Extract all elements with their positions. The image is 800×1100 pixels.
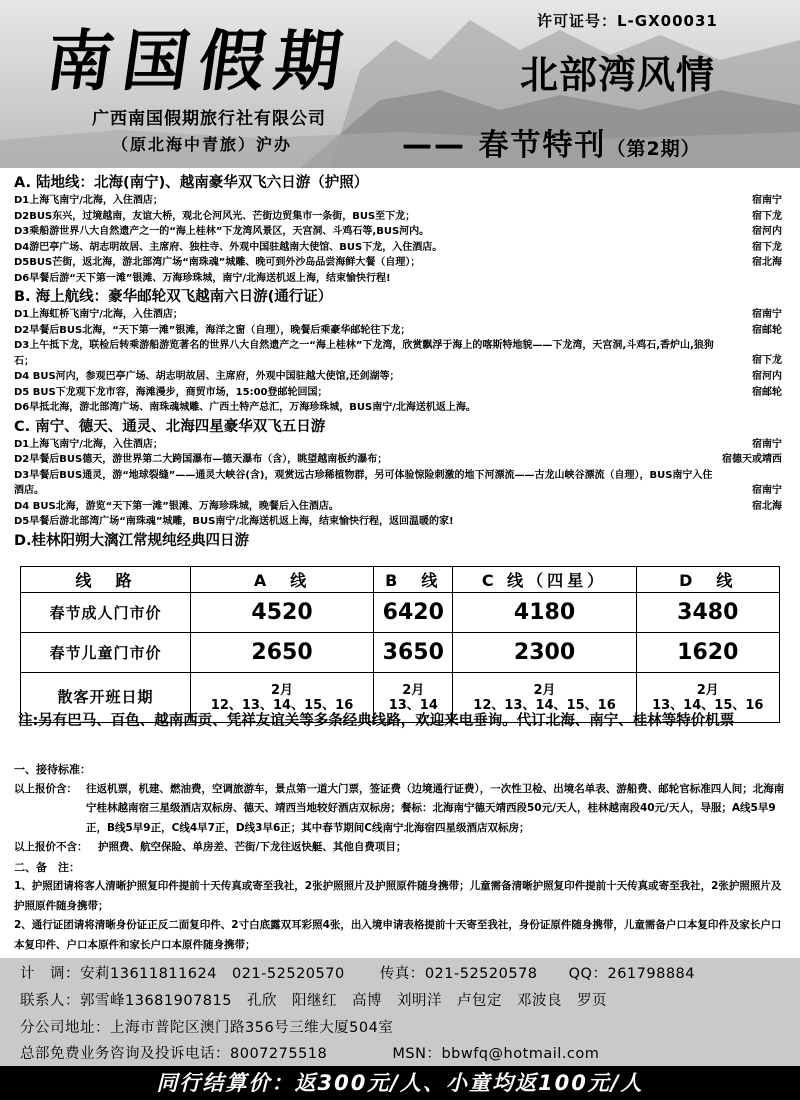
itinerary-day — [14, 193, 786, 209]
price-cell: 1620 — [636, 633, 779, 673]
price-cell: 2650 — [191, 633, 374, 673]
day-hotel: 宿河内 — [752, 226, 782, 237]
date-month: 2月 — [271, 682, 294, 698]
excluded-label: 以上报价不含： — [14, 841, 88, 853]
day-hotel: 宿邮轮 — [752, 386, 782, 398]
header-cell: B 线 — [374, 567, 453, 593]
planner-label: 计 调： — [20, 966, 80, 982]
service-standards — [14, 760, 790, 955]
day-text: D5 BUS下龙观下龙市容，海滩漫步，商贸市场，15:00登邮轮回国； — [14, 386, 328, 398]
date-month: 2月 — [533, 682, 556, 698]
itinerary-day — [14, 307, 786, 323]
section-title-b: B. 海上航线：豪华邮轮双飞越南六日游(通行证） — [14, 289, 333, 305]
hotline-line — [20, 1042, 599, 1063]
price-cell: 6420 — [374, 593, 453, 633]
special-label: —— 春节特刊 — [402, 128, 607, 163]
day-text: D1上海飞南宁/北海，入住酒店； — [14, 195, 163, 206]
itinerary-day — [14, 385, 786, 401]
date-month: 2月 — [402, 682, 425, 698]
itinerary-day — [14, 499, 786, 515]
itinerary-day — [14, 437, 786, 453]
excluded-row — [14, 838, 790, 858]
company-subtitle: （原北海中青旅）沪办 — [112, 135, 293, 154]
day-text: D6早抵北海，游北部湾广场、南珠魂城雕、广西土特产总汇，万海珍珠城，BUS南宁/北海送机返上海。 — [14, 402, 476, 413]
day-text: D1上海虹桥飞南宁/北海，入住酒店； — [14, 309, 183, 320]
day-text: D4 BUS河内，参观巴亭广场、胡志明故居、主席府，外观中国驻越大使馆,还剑湖等； — [14, 371, 400, 382]
itinerary-day — [14, 255, 786, 271]
day-text: D2早餐后BUS德天，游世界第二大跨国瀑布—德天瀑布（含），眺望越南板约瀑布； — [14, 454, 388, 465]
day-hotel: 宿邮轮 — [752, 324, 782, 336]
itinerary-list — [14, 172, 786, 551]
contacts-line: 联系人：郭雪峰13681907815 孔欣 阳继红 高博 刘明洋 卢包定 邓波良 罗页 — [20, 993, 607, 1009]
date-month: 2月 — [696, 682, 719, 698]
itinerary-day — [14, 452, 786, 468]
hotline-number: 8007275518 — [230, 1046, 328, 1062]
price-table-header — [21, 567, 780, 593]
day-hotel: 宿南宁 — [752, 309, 782, 320]
day-hotel: 宿德天或靖西 — [722, 454, 782, 465]
license-number: 许可证号：L-GX00031 — [537, 12, 718, 30]
header-cell: D 线 — [636, 567, 779, 593]
section-title-a: A. 陆地线：北海(南宁)、越南豪华双飞六日游（护照） — [14, 175, 369, 191]
note-text: 注:另有巴马、百色、越南西贡、凭祥友谊关等多条经典线路，欢迎来电垂询。代订北海、南宁、桂林等特价机票 — [18, 713, 735, 729]
included-row — [14, 780, 790, 839]
issue-title — [402, 120, 701, 164]
itinerary-day — [14, 400, 786, 416]
fax-number: 021-52520578 — [424, 966, 538, 982]
day-text: D3乘船游世界八大自然遗产之一的“海上桂林”下龙湾风景区，天宫洞、斗鸡石等,BUS河内。 — [14, 226, 430, 237]
itinerary-day — [14, 271, 786, 287]
tour-title: 北部湾风情 — [520, 53, 716, 97]
day-text: D5早餐后游北部湾广场“南珠魂”城雕，BUS南宁/北海送机返上海，结束愉快行程，返回温暖的家! — [14, 516, 454, 527]
header-cell: 线 路 — [21, 567, 191, 593]
price-cell: 3480 — [636, 593, 779, 633]
day-text: D5BUS芒街，返北海，游北部湾广场“南珠魂”城雕、晚可到外沙岛品尝海鲜大餐（自理）； — [14, 257, 421, 268]
price-cell: 2300 — [453, 633, 636, 673]
price-cell: 3650 — [374, 633, 453, 673]
msn-label: MSN： — [392, 1046, 442, 1062]
section-title-c: C. 南宁、德天、通灵、北海四星豪华双飞五日游 — [14, 418, 326, 435]
remarks-title: 二、备 注： — [14, 860, 80, 874]
day-hotel: 宿南宁 — [752, 484, 782, 496]
day-text: D3早餐后BUS通灵，游“地球裂缝”——通灵大峡谷(含)，观赏远古珍稀植物群，另可体验惊险刺激的地下河漂流——古龙山峡谷漂流（自理），BUS南宁入住酒店。 — [14, 469, 713, 496]
date-days: 13、14 — [388, 697, 438, 713]
row-label: 散客开班日期 — [21, 673, 191, 723]
date-days: 13、14、15、16 — [652, 697, 764, 713]
qq-label: QQ： — [568, 966, 608, 982]
itinerary-day — [14, 323, 786, 339]
header-banner — [0, 0, 800, 168]
day-hotel: 宿下龙 — [752, 241, 782, 253]
qq-number: 261798884 — [607, 966, 695, 982]
issue-number: （第2期） — [606, 138, 701, 160]
branch-address: 分公司地址：上海市普陀区澳门路356号三维大厦504室 — [20, 1020, 394, 1036]
remark-2: 2、通行证团请将清晰身份证正反二面复印件、2寸白底露双耳彩照4张，出入境申请表格提前十天寄至我社，身份证原件随身携带，儿童需备户口本复印件及家长户口本复印件、户口本原件和家长户口本原件随身携带； — [14, 919, 782, 951]
day-hotel: 宿下龙 — [752, 210, 782, 222]
hotline-label: 总部免费业务咨询及投诉电话： — [20, 1046, 230, 1062]
day-text: D2BUS东兴，过境越南，友谊大桥，观北仑河风光、芒街边贸集市一条街，BUS至下龙； — [14, 210, 416, 222]
header-cell: C 线（四星） — [453, 567, 636, 593]
remark-1: 1、护照团请将客人清晰护照复印件提前十天传真或寄至我社，2张护照照片及护照原件随身携带；儿童需备清晰护照复印件提前十天传真或寄至我社，2张护照照片及护照原件随身携带； — [14, 880, 782, 912]
day-text: D4 BUS北海，游览“天下第一滩”银滩、万海珍珠城，晚餐后入住酒店。 — [14, 500, 339, 512]
contact-panel — [0, 958, 800, 1066]
day-text: D1上海飞南宁/北海，入住酒店； — [14, 438, 163, 450]
company-name: 广西南国假期旅行社有限公司 — [92, 109, 326, 129]
msn-address: bbwfq@hotmail.com — [441, 1046, 600, 1062]
included-text: 往返机票，机建、燃油费，空调旅游车，景点第一道大门票，签证费（边境通行证费），一次性卫检、出境名单表、游船费、邮轮官标准四人间；北海南宁桂林越南宿三星级酒店双标房、德天、靖西当地较好酒店双标房；餐标：北海南宁德天靖西段50元/天人，桂林越南段40元/天人，导服；A线5早9正，B线5早9正，C线4早7正，D线3早6正；其中春节期间C线南宁北海宿四星级酒店双标房； — [86, 782, 785, 834]
itinerary-day — [14, 240, 786, 256]
day-text: D4游巴亭广场、胡志明故居、主席府、独柱寺、外观中国驻越南大使馆、BUS下龙，入住酒店。 — [14, 241, 443, 253]
day-text: D3上午抵下龙，联检后转乘游船游览著名的世界八大自然遗产之一“海上桂林”下龙湾，欣赏飘浮于海上的喀斯特地貌——下龙湾，天宫洞,斗鸡石,香炉山,狼狗石； — [14, 340, 714, 367]
settlement-banner: 同行结算价：返300元/人、小童均返100元/人 — [0, 1066, 800, 1100]
price-cell: 4180 — [453, 593, 636, 633]
itinerary-day — [14, 338, 786, 369]
day-hotel: 宿北海 — [752, 257, 782, 268]
planner-phone: 安莉13611811624 021-52520570 — [80, 966, 345, 982]
standards-title: 一、接待标准： — [14, 763, 91, 776]
excluded-text: 护照费、航空保险、单房差、芒街/下龙往返快艇、其他自费项目； — [98, 841, 407, 853]
itinerary-day — [14, 224, 786, 240]
planner-line — [20, 962, 695, 983]
price-table — [20, 566, 780, 723]
itinerary-day — [14, 468, 786, 499]
itinerary-day — [14, 514, 786, 530]
fax-label: 传真： — [379, 966, 425, 982]
brand-logo: 南国假期 — [41, 22, 357, 100]
day-hotel: 宿下龙 — [752, 355, 782, 366]
date-days: 12、13、14、15、16 — [210, 697, 354, 713]
day-text: D2早餐后BUS北海，“天下第一滩”银滩，海洋之窗（自理），晚餐后乘豪华邮轮往下龙； — [14, 324, 411, 336]
table-row — [21, 633, 780, 673]
section-title-d: D.桂林阳朔大漓江常规纯经典四日游 — [14, 532, 250, 549]
table-row — [21, 593, 780, 633]
row-label: 春节成人门市价 — [21, 593, 191, 633]
row-label: 春节儿童门市价 — [21, 633, 191, 673]
price-cell: 4520 — [191, 593, 374, 633]
header-cell: A 线 — [191, 567, 374, 593]
date-days: 12、13、14、15、16 — [473, 697, 616, 713]
day-hotel: 宿河内 — [752, 371, 782, 382]
day-text: D6早餐后游“天下第一滩”银滩、万海珍珠城，南宁/北海送机返上海，结束愉快行程! — [14, 272, 391, 284]
day-hotel: 宿北海 — [752, 500, 782, 512]
day-hotel: 宿南宁 — [752, 438, 782, 450]
itinerary-day — [14, 369, 786, 385]
day-hotel: 宿南宁 — [752, 195, 782, 206]
included-label: 以上报价含： — [14, 782, 77, 795]
itinerary-day — [14, 209, 786, 225]
